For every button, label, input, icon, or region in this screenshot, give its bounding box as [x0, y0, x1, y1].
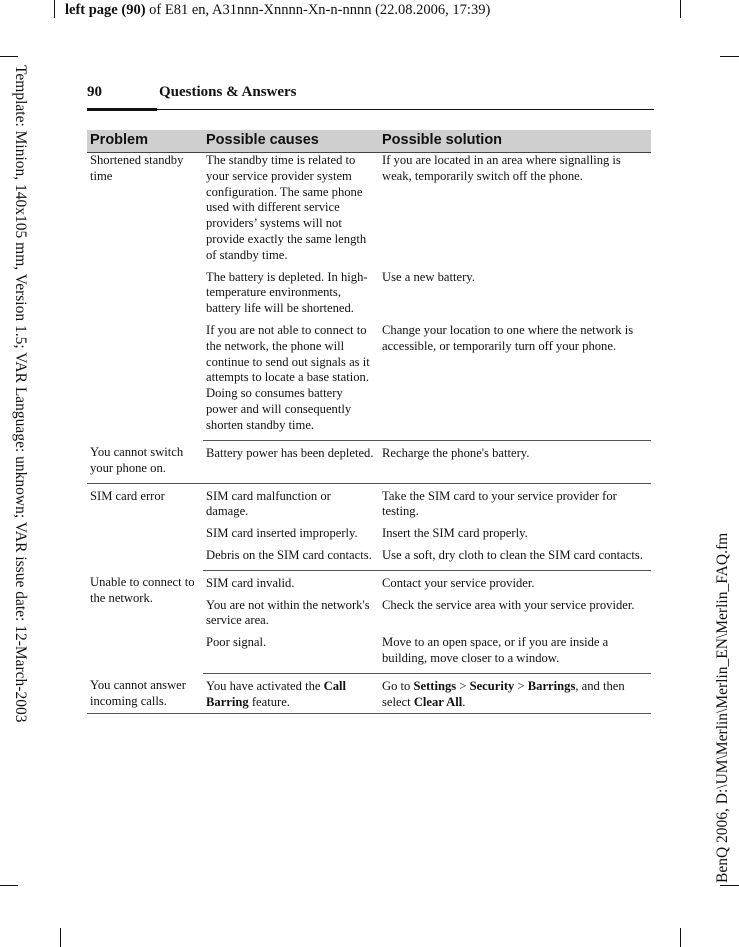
print-header-info: of E81 en, A31nnn-Xnnnn-Xn-n-nnnn (22.08.2006, 17:39): [145, 2, 491, 18]
solution-text: Go to: [382, 678, 414, 693]
solution-text: Use a new battery.: [382, 269, 475, 284]
cause-cell: [203, 483, 379, 526]
table-row: [87, 483, 651, 526]
solution-text: Contact your service provider.: [382, 575, 535, 590]
cause-cell: [203, 153, 379, 270]
cause-text: Battery power has been depleted.: [206, 445, 374, 460]
solution-cell: [379, 570, 651, 597]
crop-mark: [0, 56, 18, 57]
solution-text-end: .: [462, 694, 466, 709]
print-header: [65, 2, 490, 19]
table-row: [87, 570, 651, 597]
menu-security: Security: [469, 678, 515, 693]
heading-rule: [157, 109, 654, 110]
cause-text: Debris on the SIM card contacts.: [206, 548, 372, 563]
cause-cell: [203, 570, 379, 597]
page-number: 90: [87, 84, 102, 100]
cause-text: Poor signal.: [206, 635, 267, 650]
section-title: Questions & Answers: [159, 84, 297, 100]
cause-text: You are not within the network's service area.: [206, 597, 370, 628]
cause-cell: [203, 635, 379, 673]
cause-text: The standby time is related to your service provider system configuration. The same phone used with different service providers’ systems will not provide exactly the same length of standby time.: [206, 153, 367, 262]
template-info-text: Template: Minion, 140x105 mm, Version 1.5; VAR Language: unknown; VAR issue date: 12-March-2003: [12, 65, 29, 723]
solution-cell: [379, 323, 651, 440]
solution-text: If you are located in an area where signalling is weak, temporarily switch off the phone.: [382, 153, 621, 183]
crop-mark: [720, 885, 739, 886]
menu-separator: >: [456, 678, 470, 693]
template-info: [8, 65, 30, 765]
file-path-text: BenQ 2006, D:\UM\Merlin\Merlin_EN\Merlin_FAQ.fm: [714, 532, 731, 883]
cause-text: The battery is depleted. In high-temperature environments, battery life will be shortened.: [206, 269, 368, 316]
problem-cell: [87, 153, 203, 441]
call-barring-term: Call Barring: [206, 678, 347, 709]
crop-mark: [680, 928, 681, 947]
problem-text: You cannot switch your phone on.: [90, 445, 184, 475]
cause-cell: [203, 598, 379, 636]
table-header-row: [87, 130, 651, 153]
problem-text: You cannot answer incoming calls.: [90, 678, 186, 709]
menu-barrings: Barrings: [527, 678, 576, 693]
solution-cell: [379, 483, 651, 526]
table-row: [87, 673, 651, 713]
problem-text: SIM card error: [90, 488, 165, 503]
solution-text: Insert the SIM card properly.: [382, 526, 528, 541]
header-possible-causes: Possible causes: [203, 130, 379, 153]
solution-text: Use a soft, dry cloth to clean the SIM card contacts.: [382, 548, 643, 563]
crop-mark: [720, 56, 739, 57]
print-header-label: left page (90): [65, 2, 146, 18]
cause-cell: [203, 673, 379, 713]
cause-text: SIM card invalid.: [206, 575, 295, 590]
crop-mark: [60, 928, 61, 947]
solution-text: Take the SIM card to your service provider for testing.: [382, 488, 617, 519]
solution-text: Move to an open space, or if you are inside a building, move closer to a window.: [382, 635, 609, 666]
solution-cell: [379, 548, 651, 570]
faq-table: [87, 130, 651, 714]
menu-settings: Settings: [413, 678, 457, 693]
crop-mark: [0, 885, 18, 886]
solution-text: Change your location to one where the network is accessible, or temporarily turn off your phone.: [382, 322, 634, 353]
solution-text: Check the service area with your service provider.: [382, 597, 635, 612]
cause-text: SIM card inserted improperly.: [206, 526, 358, 541]
crop-mark: [54, 0, 55, 18]
cause-text: If you are not able to connect to the network, the phone will continue to send out signals as it attempts to locate a base station. Doing so consumes battery power and will consequently shorten standby time.: [206, 322, 370, 432]
cause-cell: [203, 323, 379, 440]
solution-text: Recharge the phone's battery.: [382, 445, 530, 460]
heading-rule-thick: [87, 108, 157, 111]
solution-cell: [379, 440, 651, 483]
menu-separator: >: [514, 678, 528, 693]
problem-cell: [87, 440, 203, 483]
header-possible-solution: Possible solution: [379, 130, 651, 153]
problem-cell: [87, 570, 203, 673]
cause-text: SIM card malfunction or damage.: [206, 488, 331, 519]
solution-cell: [379, 270, 651, 323]
problem-cell: [87, 483, 203, 570]
header-problem: Problem: [87, 130, 203, 153]
solution-cell: [379, 635, 651, 673]
solution-text-mid: , and then select: [382, 678, 625, 709]
cause-text-end: feature.: [248, 694, 290, 709]
table-row: [87, 153, 651, 270]
menu-clear-all: Clear All: [413, 694, 463, 709]
solution-cell: [379, 598, 651, 636]
cause-text: You have activated the: [206, 678, 324, 693]
problem-text: Unable to connect to the network.: [90, 575, 195, 606]
solution-cell: [379, 673, 651, 713]
cause-cell: [203, 440, 379, 483]
cause-cell: [203, 548, 379, 570]
table-row: [87, 440, 651, 483]
solution-cell: [379, 526, 651, 548]
cause-cell: [203, 526, 379, 548]
problem-text: Shortened standby time: [90, 153, 184, 183]
problem-cell: [87, 673, 203, 713]
cause-cell: [203, 270, 379, 323]
crop-mark: [680, 0, 681, 18]
solution-cell: [379, 153, 651, 270]
